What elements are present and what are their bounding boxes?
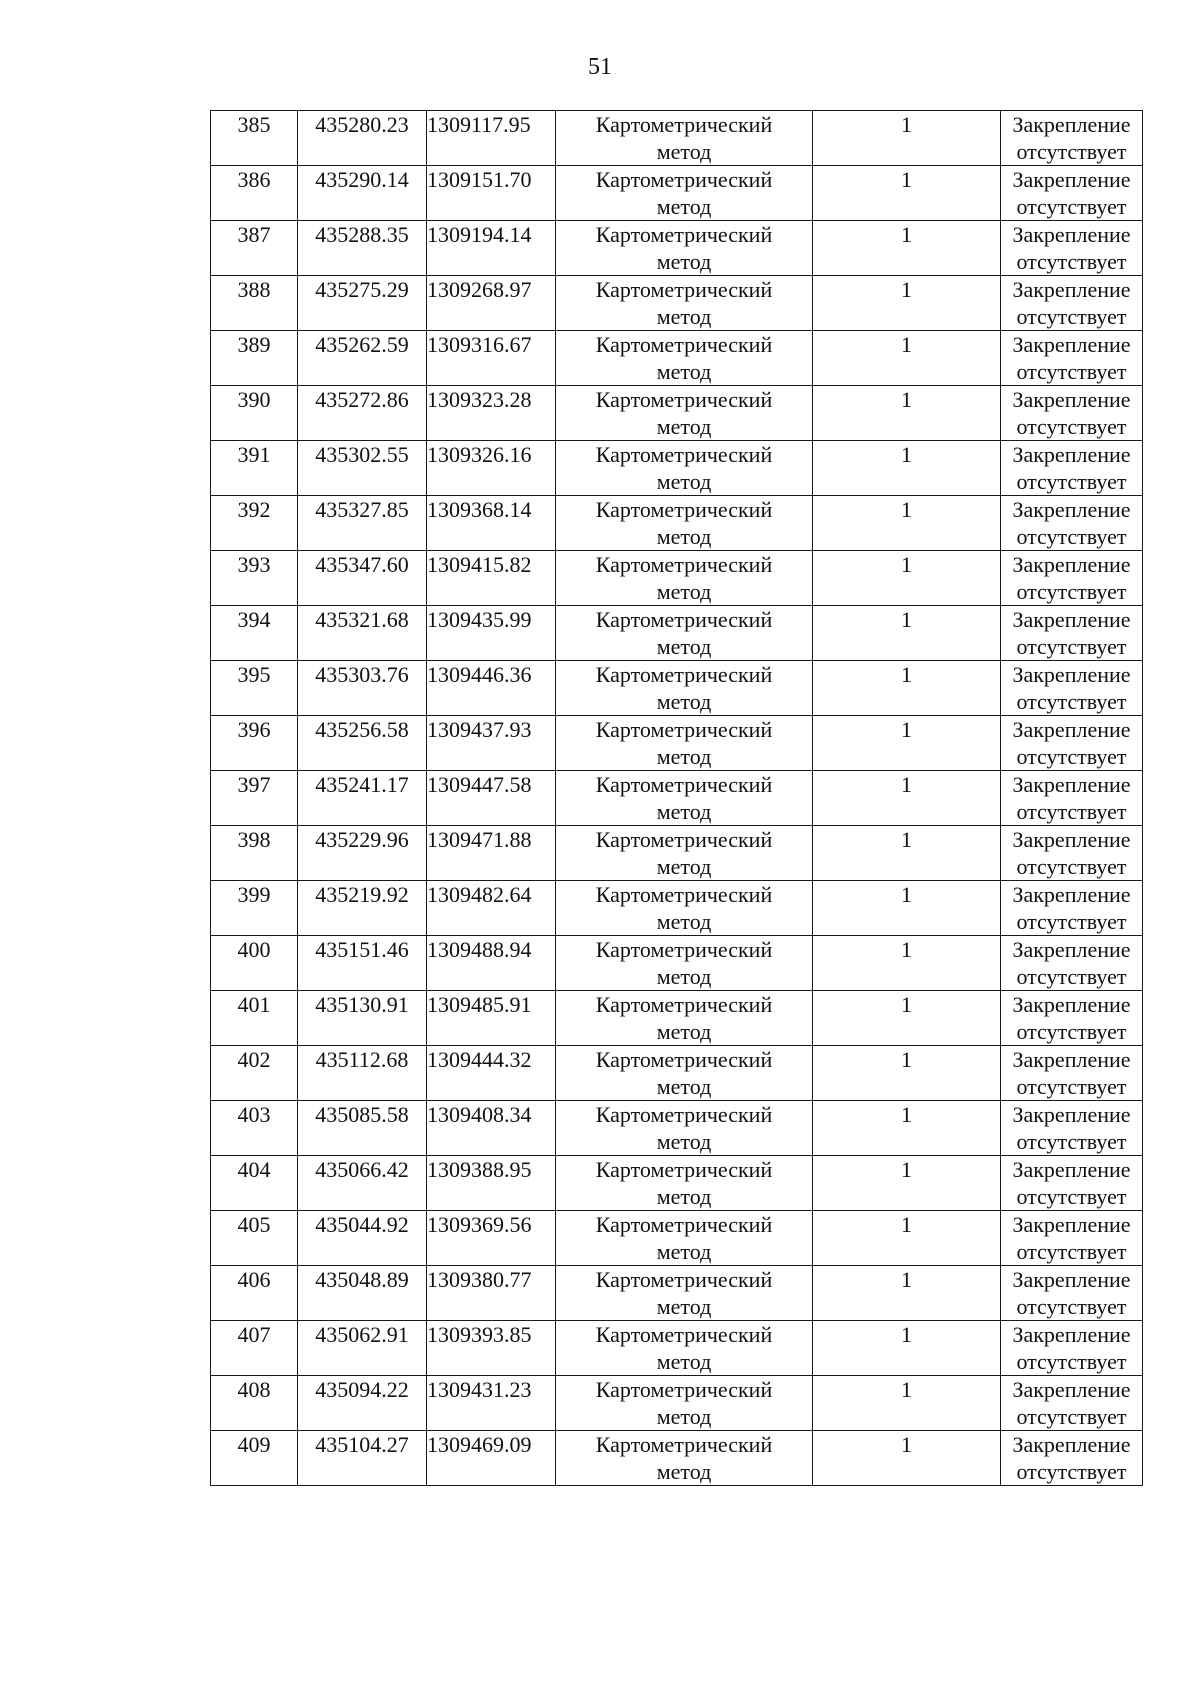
y-coordinate-cell: 1309435.99 <box>427 606 556 661</box>
x-coordinate-cell: 435327.85 <box>298 496 427 551</box>
fixation-line-2: отсутствует <box>1016 194 1127 219</box>
accuracy-cell: 1 <box>813 166 1001 221</box>
accuracy-cell: 1 <box>813 1211 1001 1266</box>
y-coordinate-cell: 1309393.85 <box>427 1321 556 1376</box>
point-number-cell: 405 <box>211 1211 298 1266</box>
y-coordinate-cell: 1309431.23 <box>427 1376 556 1431</box>
fixation-line-1: Закрепление <box>1012 387 1131 412</box>
method-line-1: Картометрический <box>595 1157 773 1182</box>
fixation-line-1: Закрепление <box>1012 1102 1131 1127</box>
fixation-line-1: Закрепление <box>1012 772 1131 797</box>
method-cell <box>556 1046 813 1101</box>
fixation-line-1: Закрепление <box>1012 1212 1131 1237</box>
fixation-cell <box>1001 1156 1143 1211</box>
x-coordinate-cell: 435151.46 <box>298 936 427 991</box>
x-coordinate-cell: 435219.92 <box>298 881 427 936</box>
y-coordinate-cell: 1309316.67 <box>427 331 556 386</box>
point-number-cell: 408 <box>211 1376 298 1431</box>
accuracy-cell: 1 <box>813 771 1001 826</box>
method-line-1: Картометрический <box>595 552 773 577</box>
method-line-1: Картометрический <box>595 827 773 852</box>
table-row <box>211 551 1143 606</box>
fixation-cell <box>1001 936 1143 991</box>
table-row <box>211 661 1143 716</box>
x-coordinate-cell: 435229.96 <box>298 826 427 881</box>
table-row <box>211 331 1143 386</box>
y-coordinate-cell: 1309447.58 <box>427 771 556 826</box>
method-cell <box>556 716 813 771</box>
fixation-line-2: отсутствует <box>1016 414 1127 439</box>
fixation-line-2: отсутствует <box>1016 1129 1127 1154</box>
fixation-cell <box>1001 991 1143 1046</box>
table-row <box>211 1046 1143 1101</box>
y-coordinate-cell: 1309323.28 <box>427 386 556 441</box>
point-number-cell: 404 <box>211 1156 298 1211</box>
method-line-1: Картометрический <box>595 992 773 1017</box>
accuracy-cell: 1 <box>813 1101 1001 1156</box>
table-row <box>211 1321 1143 1376</box>
x-coordinate-cell: 435130.91 <box>298 991 427 1046</box>
method-cell <box>556 1376 813 1431</box>
y-coordinate-cell: 1309117.95 <box>427 111 556 166</box>
coordinates-table <box>210 110 1143 1486</box>
method-cell <box>556 331 813 386</box>
method-line-1: Картометрический <box>595 882 773 907</box>
fixation-line-2: отсутствует <box>1016 909 1127 934</box>
x-coordinate-cell: 435347.60 <box>298 551 427 606</box>
y-coordinate-cell: 1309408.34 <box>427 1101 556 1156</box>
y-coordinate-cell: 1309482.64 <box>427 881 556 936</box>
method-cell <box>556 881 813 936</box>
method-line-2: метод <box>656 1184 712 1209</box>
fixation-line-2: отсутствует <box>1016 1074 1127 1099</box>
page-number: 51 <box>588 54 612 80</box>
accuracy-cell: 1 <box>813 1431 1001 1486</box>
point-number-cell: 391 <box>211 441 298 496</box>
fixation-line-1: Закрепление <box>1012 1267 1131 1292</box>
method-line-2: метод <box>656 304 712 329</box>
fixation-line-1: Закрепление <box>1012 992 1131 1017</box>
method-cell <box>556 1101 813 1156</box>
method-cell <box>556 1266 813 1321</box>
method-line-1: Картометрический <box>595 717 773 742</box>
fixation-line-1: Закрепление <box>1012 882 1131 907</box>
table-row <box>211 1376 1143 1431</box>
method-cell <box>556 991 813 1046</box>
method-cell <box>556 496 813 551</box>
fixation-line-1: Закрепление <box>1012 1377 1131 1402</box>
fixation-line-1: Закрепление <box>1012 222 1131 247</box>
fixation-line-1: Закрепление <box>1012 332 1131 357</box>
table-row <box>211 606 1143 661</box>
fixation-line-2: отсутствует <box>1016 634 1127 659</box>
accuracy-cell: 1 <box>813 1156 1001 1211</box>
point-number-cell: 395 <box>211 661 298 716</box>
x-coordinate-cell: 435048.89 <box>298 1266 427 1321</box>
point-number-cell: 402 <box>211 1046 298 1101</box>
y-coordinate-cell: 1309194.14 <box>427 221 556 276</box>
accuracy-cell: 1 <box>813 1046 1001 1101</box>
y-coordinate-cell: 1309469.09 <box>427 1431 556 1486</box>
method-line-2: метод <box>656 524 712 549</box>
method-line-2: метод <box>656 139 712 164</box>
fixation-line-1: Закрепление <box>1012 1047 1131 1072</box>
method-line-1: Картометрический <box>595 662 773 687</box>
fixation-cell <box>1001 111 1143 166</box>
accuracy-cell: 1 <box>813 331 1001 386</box>
fixation-cell <box>1001 496 1143 551</box>
fixation-line-1: Закрепление <box>1012 442 1131 467</box>
fixation-line-1: Закрепление <box>1012 937 1131 962</box>
method-line-2: метод <box>656 854 712 879</box>
accuracy-cell: 1 <box>813 1266 1001 1321</box>
method-line-1: Картометрический <box>595 222 773 247</box>
x-coordinate-cell: 435044.92 <box>298 1211 427 1266</box>
table-row <box>211 1211 1143 1266</box>
accuracy-cell: 1 <box>813 551 1001 606</box>
table-row <box>211 1101 1143 1156</box>
accuracy-cell: 1 <box>813 496 1001 551</box>
fixation-cell <box>1001 771 1143 826</box>
method-line-1: Картометрический <box>595 1377 773 1402</box>
x-coordinate-cell: 435094.22 <box>298 1376 427 1431</box>
point-number-cell: 401 <box>211 991 298 1046</box>
accuracy-cell: 1 <box>813 1321 1001 1376</box>
method-line-2: метод <box>656 744 712 769</box>
x-coordinate-cell: 435112.68 <box>298 1046 427 1101</box>
method-line-2: метод <box>656 1459 712 1484</box>
table-row <box>211 1156 1143 1211</box>
method-line-1: Картометрический <box>595 607 773 632</box>
table-row <box>211 826 1143 881</box>
fixation-cell <box>1001 551 1143 606</box>
method-cell <box>556 1156 813 1211</box>
fixation-line-2: отсутствует <box>1016 304 1127 329</box>
x-coordinate-cell: 435066.42 <box>298 1156 427 1211</box>
fixation-cell <box>1001 1321 1143 1376</box>
method-line-1: Картометрический <box>595 1322 773 1347</box>
method-line-1: Картометрический <box>595 277 773 302</box>
method-cell <box>556 386 813 441</box>
accuracy-cell: 1 <box>813 936 1001 991</box>
method-cell <box>556 221 813 276</box>
point-number-cell: 397 <box>211 771 298 826</box>
method-line-2: метод <box>656 249 712 274</box>
y-coordinate-cell: 1309368.14 <box>427 496 556 551</box>
table-row <box>211 1431 1143 1486</box>
fixation-line-2: отсутствует <box>1016 964 1127 989</box>
accuracy-cell: 1 <box>813 991 1001 1046</box>
method-line-2: метод <box>656 1349 712 1374</box>
fixation-line-2: отсутствует <box>1016 744 1127 769</box>
accuracy-cell: 1 <box>813 111 1001 166</box>
method-cell <box>556 111 813 166</box>
point-number-cell: 385 <box>211 111 298 166</box>
x-coordinate-cell: 435262.59 <box>298 331 427 386</box>
table-row <box>211 881 1143 936</box>
accuracy-cell: 1 <box>813 386 1001 441</box>
fixation-cell <box>1001 221 1143 276</box>
method-line-1: Картометрический <box>595 1432 773 1457</box>
fixation-cell <box>1001 606 1143 661</box>
fixation-line-2: отсутствует <box>1016 1294 1127 1319</box>
fixation-cell <box>1001 441 1143 496</box>
fixation-cell <box>1001 1431 1143 1486</box>
fixation-line-2: отсутствует <box>1016 689 1127 714</box>
point-number-cell: 406 <box>211 1266 298 1321</box>
method-line-2: метод <box>656 634 712 659</box>
accuracy-cell: 1 <box>813 716 1001 771</box>
method-line-2: метод <box>656 1294 712 1319</box>
fixation-line-2: отсутствует <box>1016 854 1127 879</box>
y-coordinate-cell: 1309151.70 <box>427 166 556 221</box>
fixation-line-2: отсутствует <box>1016 1404 1127 1429</box>
method-line-1: Картометрический <box>595 167 773 192</box>
y-coordinate-cell: 1309471.88 <box>427 826 556 881</box>
point-number-cell: 392 <box>211 496 298 551</box>
fixation-line-2: отсутствует <box>1016 799 1127 824</box>
method-cell <box>556 551 813 606</box>
accuracy-cell: 1 <box>813 276 1001 331</box>
fixation-cell <box>1001 1266 1143 1321</box>
y-coordinate-cell: 1309388.95 <box>427 1156 556 1211</box>
fixation-cell <box>1001 1101 1143 1156</box>
method-cell <box>556 826 813 881</box>
method-line-1: Картометрический <box>595 1267 773 1292</box>
table-row <box>211 111 1143 166</box>
point-number-cell: 409 <box>211 1431 298 1486</box>
point-number-cell: 399 <box>211 881 298 936</box>
x-coordinate-cell: 435280.23 <box>298 111 427 166</box>
method-cell <box>556 276 813 331</box>
fixation-cell <box>1001 166 1143 221</box>
point-number-cell: 403 <box>211 1101 298 1156</box>
x-coordinate-cell: 435288.35 <box>298 221 427 276</box>
fixation-line-1: Закрепление <box>1012 277 1131 302</box>
fixation-cell <box>1001 881 1143 936</box>
fixation-cell <box>1001 386 1143 441</box>
point-number-cell: 387 <box>211 221 298 276</box>
table-row <box>211 441 1143 496</box>
method-line-2: метод <box>656 579 712 604</box>
fixation-line-1: Закрепление <box>1012 1322 1131 1347</box>
method-line-1: Картометрический <box>595 1212 773 1237</box>
fixation-line-2: отсутствует <box>1016 249 1127 274</box>
accuracy-cell: 1 <box>813 1376 1001 1431</box>
fixation-line-2: отсутствует <box>1016 1349 1127 1374</box>
table-row <box>211 991 1143 1046</box>
accuracy-cell: 1 <box>813 826 1001 881</box>
y-coordinate-cell: 1309268.97 <box>427 276 556 331</box>
method-cell <box>556 1211 813 1266</box>
table-row <box>211 771 1143 826</box>
x-coordinate-cell: 435085.58 <box>298 1101 427 1156</box>
table-row <box>211 936 1143 991</box>
fixation-line-1: Закрепление <box>1012 112 1131 137</box>
x-coordinate-cell: 435256.58 <box>298 716 427 771</box>
fixation-cell <box>1001 1376 1143 1431</box>
x-coordinate-cell: 435104.27 <box>298 1431 427 1486</box>
method-line-2: метод <box>656 469 712 494</box>
point-number-cell: 386 <box>211 166 298 221</box>
method-line-1: Картометрический <box>595 387 773 412</box>
y-coordinate-cell: 1309415.82 <box>427 551 556 606</box>
fixation-line-2: отсутствует <box>1016 469 1127 494</box>
method-cell <box>556 661 813 716</box>
y-coordinate-cell: 1309444.32 <box>427 1046 556 1101</box>
fixation-cell <box>1001 826 1143 881</box>
point-number-cell: 388 <box>211 276 298 331</box>
accuracy-cell: 1 <box>813 221 1001 276</box>
point-number-cell: 396 <box>211 716 298 771</box>
method-line-2: метод <box>656 1129 712 1154</box>
method-line-2: метод <box>656 194 712 219</box>
table-row <box>211 276 1143 331</box>
method-line-1: Картометрический <box>595 497 773 522</box>
method-cell <box>556 166 813 221</box>
y-coordinate-cell: 1309437.93 <box>427 716 556 771</box>
x-coordinate-cell: 435302.55 <box>298 441 427 496</box>
fixation-cell <box>1001 716 1143 771</box>
y-coordinate-cell: 1309446.36 <box>427 661 556 716</box>
point-number-cell: 390 <box>211 386 298 441</box>
method-line-2: метод <box>656 359 712 384</box>
method-line-1: Картометрический <box>595 772 773 797</box>
method-line-2: метод <box>656 799 712 824</box>
accuracy-cell: 1 <box>813 881 1001 936</box>
accuracy-cell: 1 <box>813 441 1001 496</box>
method-line-2: метод <box>656 1239 712 1264</box>
method-line-1: Картометрический <box>595 937 773 962</box>
point-number-cell: 389 <box>211 331 298 386</box>
y-coordinate-cell: 1309488.94 <box>427 936 556 991</box>
method-line-2: метод <box>656 1019 712 1044</box>
point-number-cell: 393 <box>211 551 298 606</box>
fixation-line-2: отсутствует <box>1016 1239 1127 1264</box>
fixation-line-1: Закрепление <box>1012 607 1131 632</box>
fixation-cell <box>1001 661 1143 716</box>
fixation-line-1: Закрепление <box>1012 1432 1131 1457</box>
fixation-line-1: Закрепление <box>1012 167 1131 192</box>
y-coordinate-cell: 1309326.16 <box>427 441 556 496</box>
x-coordinate-cell: 435303.76 <box>298 661 427 716</box>
fixation-line-2: отсутствует <box>1016 359 1127 384</box>
method-line-1: Картометрический <box>595 1047 773 1072</box>
coordinates-table-body <box>211 111 1143 1486</box>
table-row <box>211 166 1143 221</box>
accuracy-cell: 1 <box>813 606 1001 661</box>
fixation-line-1: Закрепление <box>1012 552 1131 577</box>
table-row <box>211 496 1143 551</box>
fixation-line-1: Закрепление <box>1012 662 1131 687</box>
method-cell <box>556 441 813 496</box>
x-coordinate-cell: 435272.86 <box>298 386 427 441</box>
fixation-line-1: Закрепление <box>1012 827 1131 852</box>
method-cell <box>556 606 813 661</box>
x-coordinate-cell: 435290.14 <box>298 166 427 221</box>
method-cell <box>556 771 813 826</box>
fixation-line-1: Закрепление <box>1012 1157 1131 1182</box>
y-coordinate-cell: 1309380.77 <box>427 1266 556 1321</box>
point-number-cell: 400 <box>211 936 298 991</box>
method-line-1: Картометрический <box>595 332 773 357</box>
method-line-2: метод <box>656 1074 712 1099</box>
point-number-cell: 398 <box>211 826 298 881</box>
table-row <box>211 221 1143 276</box>
fixation-cell <box>1001 276 1143 331</box>
x-coordinate-cell: 435321.68 <box>298 606 427 661</box>
method-line-2: метод <box>656 1404 712 1429</box>
fixation-line-1: Закрепление <box>1012 497 1131 522</box>
point-number-cell: 394 <box>211 606 298 661</box>
method-line-1: Картометрический <box>595 442 773 467</box>
table-row <box>211 1266 1143 1321</box>
method-cell <box>556 1431 813 1486</box>
fixation-line-2: отсутствует <box>1016 1019 1127 1044</box>
fixation-line-2: отсутствует <box>1016 1184 1127 1209</box>
fixation-cell <box>1001 1046 1143 1101</box>
method-line-2: метод <box>656 689 712 714</box>
fixation-line-2: отсутствует <box>1016 1459 1127 1484</box>
method-cell <box>556 1321 813 1376</box>
fixation-line-2: отсутствует <box>1016 139 1127 164</box>
method-line-2: метод <box>656 964 712 989</box>
method-cell <box>556 936 813 991</box>
method-line-2: метод <box>656 414 712 439</box>
method-line-2: метод <box>656 909 712 934</box>
method-line-1: Картометрический <box>595 1102 773 1127</box>
table-row <box>211 386 1143 441</box>
x-coordinate-cell: 435241.17 <box>298 771 427 826</box>
y-coordinate-cell: 1309369.56 <box>427 1211 556 1266</box>
fixation-line-1: Закрепление <box>1012 717 1131 742</box>
x-coordinate-cell: 435275.29 <box>298 276 427 331</box>
fixation-cell <box>1001 331 1143 386</box>
fixation-cell <box>1001 1211 1143 1266</box>
accuracy-cell: 1 <box>813 661 1001 716</box>
fixation-line-2: отсутствует <box>1016 579 1127 604</box>
method-line-1: Картометрический <box>595 112 773 137</box>
fixation-line-2: отсутствует <box>1016 524 1127 549</box>
point-number-cell: 407 <box>211 1321 298 1376</box>
x-coordinate-cell: 435062.91 <box>298 1321 427 1376</box>
table-row <box>211 716 1143 771</box>
y-coordinate-cell: 1309485.91 <box>427 991 556 1046</box>
